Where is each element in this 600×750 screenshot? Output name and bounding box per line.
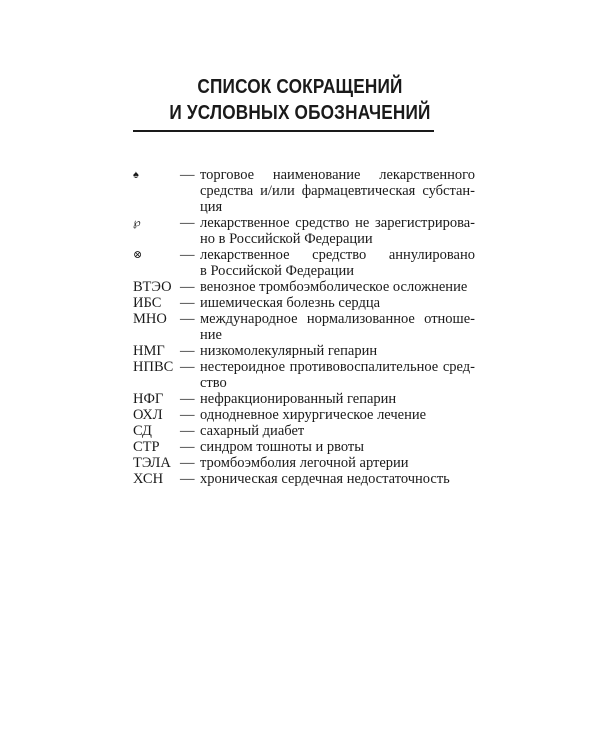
dash: —	[180, 295, 195, 311]
abbreviation-entry	[133, 407, 493, 423]
abbreviation: НПВС	[133, 359, 174, 375]
title-underline	[133, 130, 434, 132]
dash: —	[180, 471, 195, 487]
abbreviation-entry	[133, 295, 493, 311]
definition-line: тромбоэмболия легочной артерии	[200, 455, 409, 471]
dash: —	[180, 167, 195, 183]
unregistered-symbol-icon: ℘	[133, 217, 141, 229]
definition-line: венозное тромбоэмболическое осложнение	[200, 279, 468, 295]
definition-line: однодневное хирургическое лечение	[200, 407, 427, 423]
abbreviation-entry	[133, 359, 493, 391]
abbreviation-entry	[133, 343, 493, 359]
page-title	[42, 74, 558, 126]
definition	[200, 471, 475, 487]
definition-line: ство	[200, 375, 227, 391]
definition-line: лекарственное средство не зарегистрирова-	[200, 215, 475, 231]
definition-line: синдром тошноты и рвоты	[200, 439, 364, 455]
abbreviation-entry	[133, 455, 493, 471]
abbreviation-entry	[133, 167, 493, 215]
dash: —	[180, 423, 195, 439]
abbreviation-entry	[133, 279, 493, 295]
dash: —	[180, 279, 195, 295]
page-title-line-2: И УСЛОВНЫХ ОБОЗНАЧЕНИЙ	[169, 102, 431, 124]
definition	[200, 455, 475, 471]
definition-line: нестероидное противовоспалительное сред-	[200, 359, 475, 375]
dash: —	[180, 455, 195, 471]
definition-line: ишемическая болезнь сердца	[200, 295, 381, 311]
abbreviation: НФГ	[133, 391, 164, 407]
definition-line: низкомолекулярный гепарин	[200, 343, 378, 359]
definition-line: в Российской Федерации	[200, 263, 355, 279]
definition-line: ние	[200, 327, 222, 343]
definition	[200, 439, 475, 455]
abbreviation: ТЭЛА	[133, 455, 171, 471]
abbreviation: СД	[133, 423, 152, 439]
dash: —	[180, 391, 195, 407]
definition	[200, 279, 475, 295]
definition	[200, 295, 475, 311]
definition	[200, 391, 475, 407]
annulled-symbol-icon: ⊗	[133, 249, 143, 261]
trade-name-symbol-icon: ♠	[133, 169, 139, 181]
abbreviation: НМГ	[133, 343, 165, 359]
abbreviation-entry	[133, 439, 493, 455]
dash: —	[180, 359, 195, 375]
definition-line: средства и/или фармацевтическая субстан-	[200, 183, 475, 199]
abbreviation: МНО	[133, 311, 167, 327]
definition	[200, 215, 475, 247]
dash: —	[180, 311, 195, 327]
definition	[200, 359, 475, 391]
dash: —	[180, 439, 195, 455]
definition-line: нефракционированный гепарин	[200, 391, 397, 407]
definition	[200, 167, 475, 215]
abbreviation-entry	[133, 391, 493, 407]
definition	[200, 247, 475, 279]
dash: —	[180, 247, 195, 263]
definition-line: ция	[200, 199, 223, 215]
abbreviation-list	[133, 167, 493, 487]
abbreviation-entry	[133, 471, 493, 487]
dash: —	[180, 407, 195, 423]
dash: —	[180, 343, 195, 359]
abbreviation-entry	[133, 247, 493, 279]
definition-line: но в Российской Федерации	[200, 231, 373, 247]
definition-line: сахарный диабет	[200, 423, 305, 439]
definition	[200, 407, 475, 423]
abbreviation: ВТЭО	[133, 279, 172, 295]
definition-line: лекарственное средство аннулировано	[200, 247, 475, 263]
definition	[200, 343, 475, 359]
abbreviation-entry	[133, 423, 493, 439]
dash: —	[180, 215, 195, 231]
abbreviation: СТР	[133, 439, 160, 455]
abbreviation-entry	[133, 311, 493, 343]
abbreviation: ИБС	[133, 295, 162, 311]
definition	[200, 423, 475, 439]
abbreviation-entry	[133, 215, 493, 247]
definition-line: международное нормализованное отноше-	[200, 311, 475, 327]
page-title-line-1: СПИСОК СОКРАЩЕНИЙ	[197, 76, 403, 98]
definition-line: торговое наименование лекарственного	[200, 167, 475, 183]
abbreviation: ОХЛ	[133, 407, 163, 423]
definition	[200, 311, 475, 343]
definition-line: хроническая сердечная недостаточность	[200, 471, 450, 487]
abbreviation: ХСН	[133, 471, 164, 487]
